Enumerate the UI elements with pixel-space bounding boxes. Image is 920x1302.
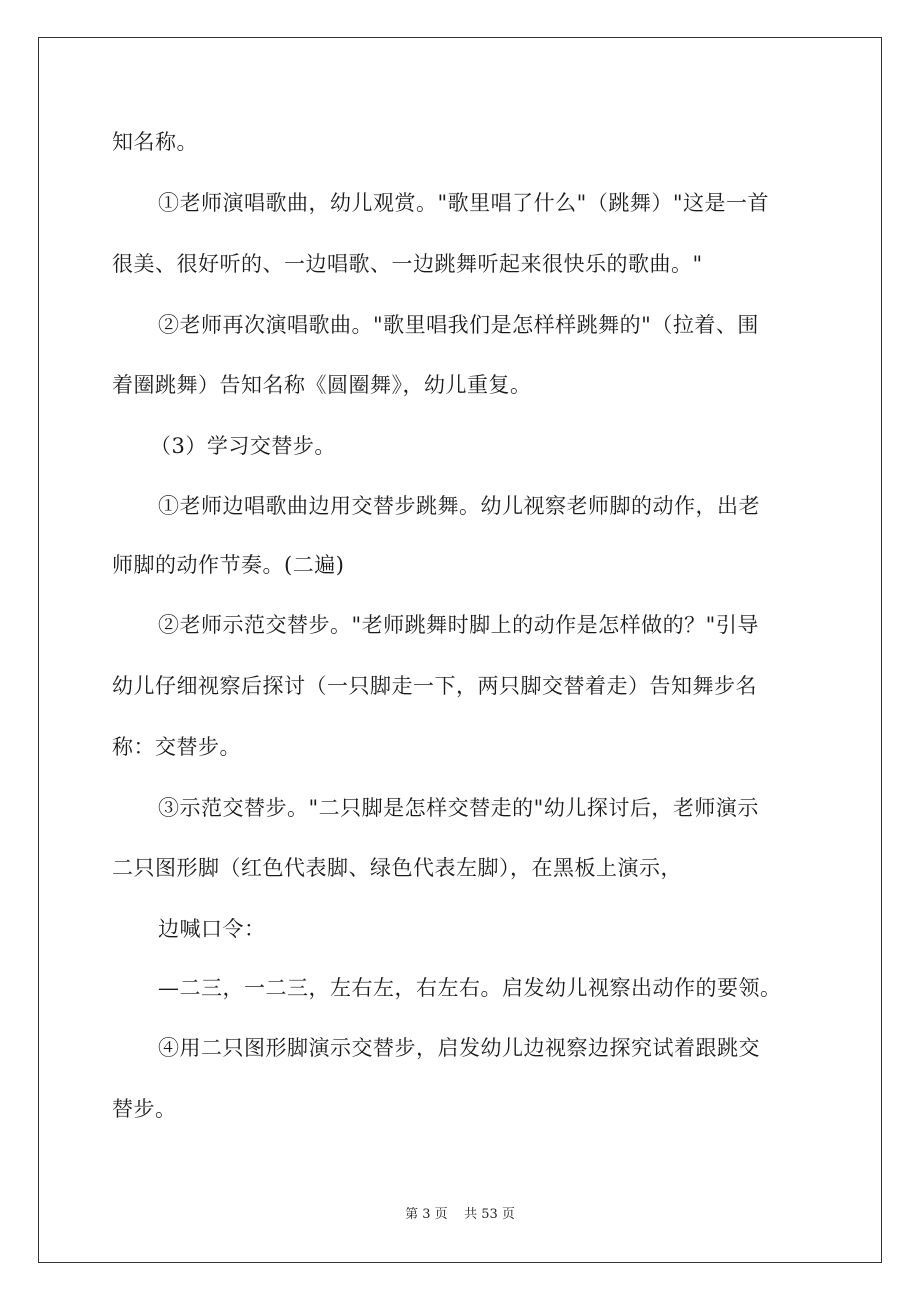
text-line: 称：交替步。: [112, 735, 241, 759]
text-line: 师脚的动作节奏。(二遍): [112, 553, 345, 577]
text-line: 替步。: [112, 1097, 177, 1121]
text-line: 着圈跳舞）告知名称《圆圈舞》，幼儿重复。: [112, 373, 532, 397]
section-heading: （3）学习交替步。: [150, 434, 336, 458]
text-line: 边喊口令：: [158, 917, 266, 941]
text-line: —二三，一二三，左右左，右左右。启发幼儿视察出动作的要领。: [158, 976, 782, 1000]
text-line: ②老师示范交替步。"老师跳舞时脚上的动作是怎样做的？"引导: [158, 613, 759, 637]
text-line: ④用二只图形脚演示交替步，启发幼儿边视察边探究试着跟跳交: [158, 1036, 760, 1060]
page-number-footer: 第 3 页 共 53 页: [405, 1207, 515, 1222]
text-line: ②老师再次演唱歌曲。"歌里唱我们是怎样样跳舞的"（拉着、围: [158, 313, 759, 337]
text-line: 很美、很好听的、一边唱歌、一边跳舞听起来很快乐的歌曲。": [112, 252, 703, 276]
text-line: 二只图形脚（红色代表脚、绿色代表左脚），在黑板上演示，: [112, 856, 682, 880]
text-line: ③示范交替步。"二只脚是怎样交替走的"幼儿探讨后，老师演示: [158, 796, 759, 820]
text-line: 幼儿仔细视察后探讨（一只脚走一下，两只脚交替着走）告知舞步名: [112, 674, 757, 698]
text-line: 知名称。: [112, 130, 198, 154]
text-line: ①老师演唱歌曲，幼儿观赏。"歌里唱了什么"（跳舞）"这是一首: [158, 191, 769, 215]
page-border: [38, 37, 882, 1263]
text-line: ①老师边唱歌曲边用交替步跳舞。幼儿视察老师脚的动作，出老: [158, 494, 760, 518]
